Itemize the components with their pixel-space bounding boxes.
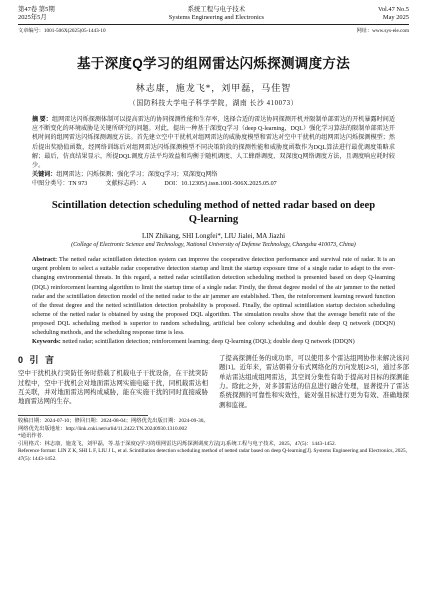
header-journal-en: Systems Engineering and Electronics [168,14,265,21]
body-columns [18,354,409,410]
body-column-right [219,354,409,410]
paper-title-zh: 基于深度Q学习的组网雷达闪烁探测调度方法 [77,56,350,71]
abstract-en-label: Abstract: [32,256,58,264]
footnote-online: 网络优先出版地址：http://link.cnki.net/urlid/11.2422.TN.20240930.1310.002 [18,425,187,432]
affiliation-en: (College of Electronic Science and Technology, National University of Defense Technology, Changsha 410073, China) [71,242,356,249]
footnotes [18,418,409,464]
keywords-zh [18,171,409,180]
authors-en: LIN Zhikang, SHI Longfei*, LIU Jialei, MA Jiazhi [141,232,286,241]
doi: DOI：10.12305/j.issn.1001-506X.2025.05.07 [164,181,277,188]
header-volume-en: Vol.47 No.5 [378,6,409,13]
footnote-rule [18,415,148,416]
section-heading-intro: 0 引 言 [18,355,57,366]
abstract-en [18,255,409,337]
header-volume-zh: 第47卷 第5期 [18,6,55,13]
classification-line [18,180,409,189]
abstract-zh [18,116,409,171]
footnote-corresponding: *通讯作者. [18,433,44,440]
abstract-zh-label: 摘 要： [32,117,52,123]
header-rule [18,24,409,25]
header-date-en: May 2025 [382,14,409,21]
footnote-cite-en: Reference format: LIN Z K, SHI L F, LIU J L, et al. Scintillation detection scheduling method of netted radar based on deep Q-learning[J]. Systems Engineering and Electronics, 2025, 47(5): 1443-1452. [18,448,408,462]
affiliation-zh: （国防科技大学电子科学学院，湖南 长沙 410073） [128,100,299,107]
keywords-zh-text: 组网雷达；闪烁探测；强化学习；深度Q学习；双深度Q网络 [56,172,218,179]
keywords-en-text: netted radar; scintillation detection; reinforcement learning; deep Q-learning (DQL); double deep Q network (DDQN) [62,338,355,346]
authors-zh: 林志康，施龙飞*，刘甲磊，马佳智 [135,83,292,93]
article-info-line [18,27,409,34]
keywords-zh-label: 关键词： [32,172,57,179]
header-left [18,6,55,22]
keywords-en [18,337,409,346]
paper-title-en: Scintillation detection scheduling method of netted radar based on deep Q-learning [51,200,376,225]
header-center [169,6,264,22]
header-date-zh: 2025年5月 [18,14,47,21]
body-paragraph-left: 空中干扰机执行突防任务时搭载了机载电子干扰设备，在干扰突防过程中，空中干扰机会对地面雷达网实施电磁干扰，同机载雷达相互关联，并对地面雷达网构成威胁，能在实施干扰的同时直接威胁地面雷达网的生存。 [18,370,208,406]
body-paragraph-right: 了提高探测任务的成功率，可以使用多个雷达组网协作来解决该问题[1]。近年来，雷达朝着分布式网络化的方向发展[2-5]，通过多部单站雷达组成组网雷达，其空间分集性有助于提高对目标的探测能力。除此之外，对多部雷达的信息进行融合处理，显著提升了雷达系统探测的可靠性和实效性，能对强目标进行更为有效、准确地探测和监视。 [219,355,409,409]
header-journal-zh: 系统工程与电子技术 [187,6,246,13]
body-column-left [18,354,208,410]
document-code: 文献标志码：A [105,181,147,188]
clc-number: 中图分类号：TN 973 [32,181,88,188]
header-right [378,6,409,22]
keywords-en-label: Keywords: [32,338,61,346]
footnote-received: 收稿日期：2024-07-10；修回日期：2024-08-04；网络优先出版日期：2024-09-30。 [18,417,209,424]
article-number: 文章编号：1001-506X(2025)05-1443-10 [18,28,106,34]
abstract-zh-text: 组网雷达闪烁探测体制可以提高雷达的协同探测性能和生存率，选择合适的雷达协同探测开机并限制单部雷达的开机暴露时间适应不断变化的环境威胁是关键所研究的问题。对此，提出一种基于深度Q学习（deep Q-learning，DQL）强化学习算法的限制单部雷达开机时间的组网雷达闪烁探测调度方法。首先建立空中干扰机对组网雷达的威胁度模型和雷达对空中干扰机的组网雷达闪烁探测模型；然后提出奖励值函数，经网络训练后对组网雷达闪烁探测模型不同决策阶段的探测性能和威胁度函数作为DQL算法进行最优调度策略求解；最后，仿真结果显示，所提DQL调度方法平均效益和均衡于随机调度、人工蜂群调度、双深度Q网络调度方法，且调度响应耗时较少。 [32,117,395,170]
abstract-en-text: The netted radar scintillation detection system can improve the cooperative detection performance and survival rate of radar. It is an urgent problem to select a suitable radar cooperative detection startup and limit the startup exposure time of a single radar to adapt to the ever-changing environmental threats. In this regard, a netted radar scintillation detection scheduling method is presented based on deep Q-learning (DQL) reinforcement learning algorithm to limit the startup time of a single radar. Firstly, the threat degree model of the air jammer to the netted radar and the scintillation detection model of the netted radar to the air jammer are established. Then, the reinforcement learning reward function of the threat degree and the netted scintillation detection probability is proposed. Finally, the optimal scintillation startup decision scheduling scheme of the netted radar is obtained by using the proposed DQL algorithm. The simulation results show that the average benefit rate of the proposed DQL scheduling method is superior to random scheduling, artificial bee colony scheduling and double deep Q network (DDQN) scheduling methods, and the scheduling response time is less. [32,256,395,336]
running-header [18,6,409,22]
footnote-cite-zh: 引用格式：林志康，施龙飞，刘甲磊，等.基于深度Q学习的组网雷达闪烁探测调度方法[J].系统工程与电子技术，2025，47(5)：1443-1452. [18,440,336,447]
journal-website: 网址：www.sys-ele.com [356,28,409,34]
